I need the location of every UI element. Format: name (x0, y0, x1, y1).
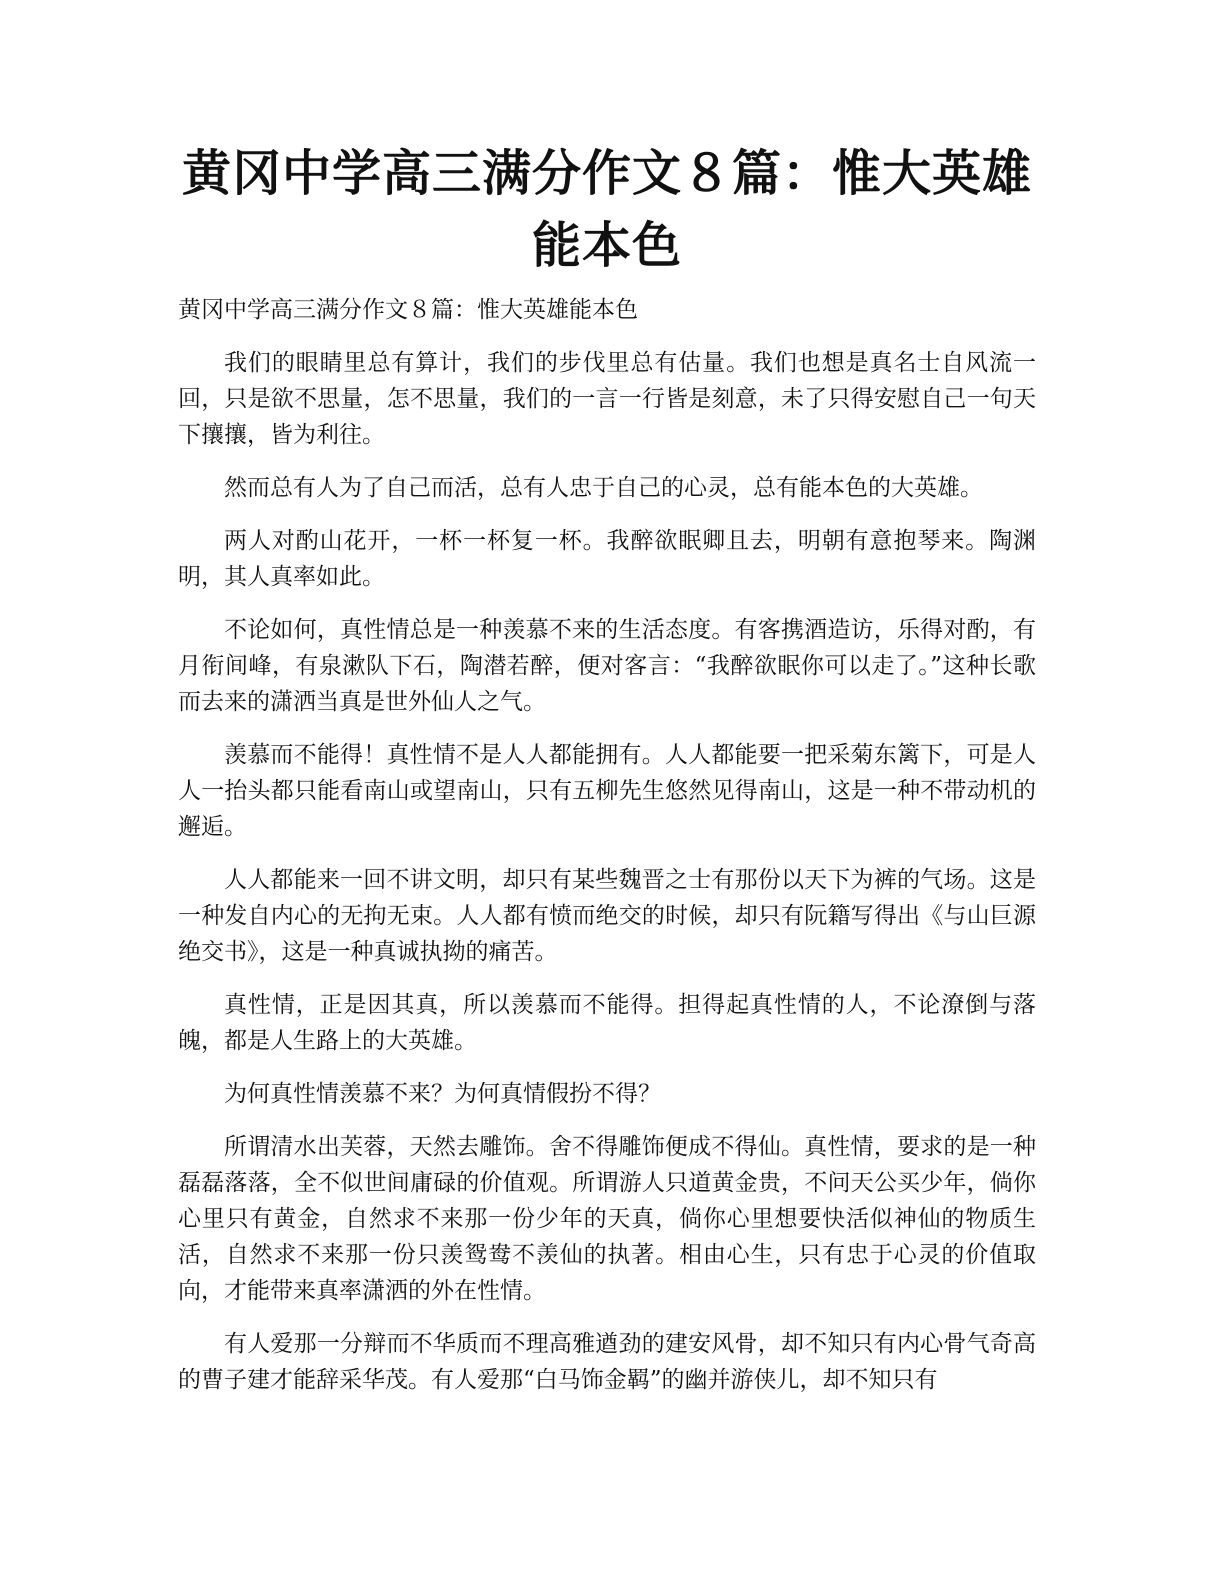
paragraph: 不论如何，真性情总是一种羡慕不来的生活态度。有客携酒造访，乐得对酌，有月衔间峰，有泉漱队下石，陶潜若醉，便对客言：“我醉欲眠你可以走了。”这种长歌而去来的潇洒当真是世外仙人之气。 (178, 617, 1036, 715)
paragraph: 为何真性情羡慕不来？为何真情假扮不得？ (224, 1081, 661, 1107)
paragraph: 然而总有人为了自己而活，总有人忠于自己的心灵，总有能本色的大英雄。 (224, 475, 983, 501)
paragraph: 真性情，正是因其真，所以羡慕而不能得。担得起真性情的人，不论潦倒与落魄，都是人生路上的大英雄。 (178, 992, 1036, 1054)
paragraph: 两人对酌山花开，一杯一杯复一杯。我醉欲眠卿且去，明朝有意抱琴来。陶渊明，其人真率如此。 (178, 528, 1036, 590)
document-page (178, 138, 1036, 1398)
paragraph: 所谓清水出芙蓉，天然去雕饰。舍不得雕饰便成不得仙。真性情，要求的是一种磊磊落落，全不似世间庸碌的价值观。所谓游人只道黄金贵，不问天公买少年，倘你心里只有黄金，自然求不来那一份少年的天真，倘你心里想要快活似神仙的物质生活，自然求不来那一份只羡鸳鸯不羡仙的执著。相由心生，只有忠于心灵的价值取向，才能带来真率潇洒的外在性情。 (178, 1134, 1036, 1304)
document-subtitle: 黄冈中学高三满分作文８篇：惟大英雄能本色 (178, 297, 638, 323)
paragraph: 人人都能来一回不讲文明，却只有某些魏晋之士有那份以天下为裤的气场。这是一种发自内心的无拘无束。人人都有愤而绝交的时候，却只有阮籍写得出《与山巨源绝交书》，这是一种真诚执拗的痛苦。 (178, 867, 1036, 965)
paragraph: 羡慕而不能得！真性情不是人人都能拥有。人人都能要一把采菊东篱下，可是人人一抬头都只能看南山或望南山，只有五柳先生悠然见得南山，这是一种不带动机的邂逅。 (178, 742, 1036, 840)
paragraph: 有人爱那一分辩而不华质而不理高雅遒劲的建安风骨，却不知只有内心骨气奇高的曹子建才能辞采华茂。有人爱那“白马饰金羁”的幽并游侠儿，却不知只有 (178, 1331, 1036, 1393)
paragraph: 我们的眼睛里总有算计，我们的步伐里总有估量。我们也想是真名士自风流一回，只是欲不思量，怎不思量，我们的一言一行皆是刻意，未了只得安慰自己一句天下攘攘，皆为利往。 (178, 350, 1036, 448)
document-title: 黄冈中学高三满分作文８篇：惟大英雄能本色 (181, 145, 1032, 274)
